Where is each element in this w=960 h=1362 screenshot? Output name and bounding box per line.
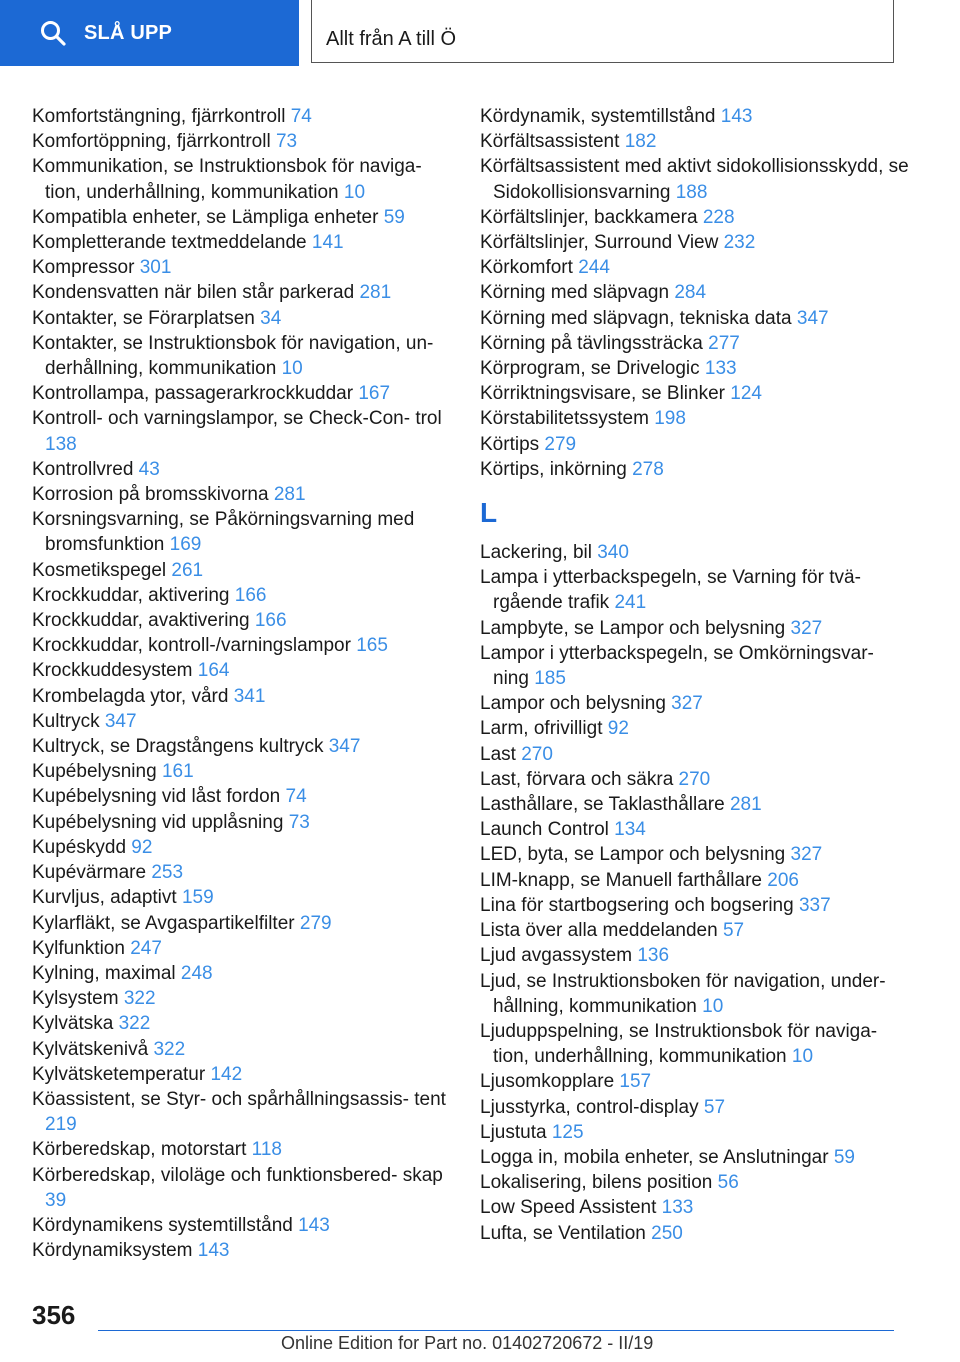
index-entry: [32, 759, 452, 784]
index-entry: [32, 104, 452, 129]
section-title: Allt från A till Ö: [326, 28, 457, 50]
index-entry-text: LED, byta, se Lampor och belysning: [480, 844, 786, 866]
index-page-link[interactable]: 241: [614, 592, 647, 614]
index-entry: [32, 658, 452, 683]
index-entry-text: Lasthållare, se Taklasthållare: [480, 794, 725, 816]
index-page-link[interactable]: 281: [273, 484, 306, 506]
index-entry: [480, 306, 910, 331]
index-entry-text: Krockkuddar, aktivering: [32, 584, 230, 606]
index-page-link[interactable]: 250: [651, 1222, 683, 1244]
index-page-link[interactable]: 73: [275, 131, 298, 153]
index-entry-text: Körtips, inkörning: [480, 458, 627, 480]
index-entry-text: Lampor i ytterbackspegeln, se Omkörningsvar- ning: [480, 642, 874, 690]
index-entry: [32, 709, 452, 734]
index-entry: [32, 457, 452, 482]
index-entry: [32, 835, 452, 860]
index-entry: [480, 943, 910, 968]
index-entry-text: Körfältslinjer, Surround View: [480, 232, 719, 254]
index-entry-text: Kosmetikspegel: [32, 559, 167, 581]
index-page-link[interactable]: 34: [260, 307, 282, 329]
index-entry: [480, 432, 910, 457]
index-page-link[interactable]: 73: [288, 811, 310, 833]
index-entry-text: Kompatibla enheter, se Lämpliga enheter: [32, 206, 379, 228]
index-page-link[interactable]: 141: [311, 232, 344, 254]
index-entry-text: Körriktningsvisare, se Blinker: [480, 383, 725, 405]
index-entry-text: Ljustuta: [480, 1121, 547, 1143]
index-entry-text: Komfortöppning, fjärrkontroll: [32, 131, 271, 153]
index-entry: [32, 1037, 452, 1062]
index-entry: [32, 1087, 452, 1137]
index-entry: [32, 1163, 452, 1213]
index-entry-text: Last, förvara och säkra: [480, 768, 674, 790]
index-entry-text: Körning med släpvagn, tekniska data: [480, 307, 792, 329]
index-entry-text: Low Speed Assistent: [480, 1197, 657, 1219]
index-page-link[interactable]: 206: [767, 869, 799, 891]
index-entry: [32, 583, 452, 608]
index-entry: [480, 842, 910, 867]
index-entry: [32, 1011, 452, 1036]
index-entry-text: Komfortstängning, fjärrkontroll: [32, 106, 286, 127]
index-page-link[interactable]: 124: [730, 383, 762, 405]
index-entry-text: Ljud avgassystem: [480, 945, 633, 967]
index-page-link[interactable]: 253: [151, 862, 184, 884]
index-entry: [32, 306, 452, 331]
index-entry: [480, 691, 910, 716]
index-entry-text: Kontrollampa, passagerarkrockkuddar: [32, 383, 354, 405]
index-entry-text: Lackering, bil: [480, 542, 592, 564]
index-entry: [32, 558, 452, 583]
index-page-link[interactable]: 277: [708, 332, 740, 354]
index-page-link[interactable]: 59: [833, 1146, 855, 1168]
index-entry-text: Kontroll- och varningslampor, se Check-Con- trol: [32, 408, 442, 430]
index-page-link[interactable]: 133: [704, 358, 737, 380]
index-entry-text: Kylning, maximal: [32, 962, 176, 984]
index-entry-text: Körfältslinjer, backkamera: [480, 206, 698, 228]
index-entry-text: Kondensvatten när bilen står parkerad: [32, 282, 355, 304]
index-page-link[interactable]: 340: [597, 542, 629, 564]
index-entry-text: Kupéskydd: [32, 836, 127, 858]
index-entry-text: Kontakter, se Förarplatsen: [32, 307, 255, 329]
index-entry: [480, 1170, 910, 1195]
index-entry-text: Kompletterande textmeddelande: [32, 232, 307, 254]
index-entry: [32, 129, 452, 154]
index-entry: [32, 1062, 452, 1087]
index-entry-text: Lampor och belysning: [480, 693, 666, 715]
index-entry-text: Lina för startbogsering och bogsering: [480, 894, 794, 916]
index-page-link[interactable]: 74: [285, 786, 307, 808]
index-column-right: [480, 104, 910, 1246]
index-page-link[interactable]: 159: [181, 887, 214, 909]
index-entry-text: Lampbyte, se Lampor och belysning: [480, 617, 786, 639]
index-page-link[interactable]: 347: [104, 710, 137, 732]
index-entry-text: Körstabilitetssystem: [480, 408, 649, 430]
index-entry-text: Kördynamikens systemtillstånd: [32, 1214, 293, 1236]
index-entry: [480, 540, 910, 565]
index-entry-text: Kylsystem: [32, 988, 119, 1010]
index-entry: [32, 406, 452, 456]
index-entry: [480, 767, 910, 792]
index-entry: [32, 482, 452, 507]
index-page-link[interactable]: 92: [607, 718, 629, 740]
index-page-link[interactable]: 198: [654, 408, 686, 430]
index-entry: [32, 331, 452, 381]
index-entry: [480, 641, 910, 691]
index-entry: [480, 969, 910, 1019]
index-entry-text: Ljusstyrka, control-display: [480, 1096, 699, 1118]
index-entry: [32, 255, 452, 280]
index-entry: [32, 230, 452, 255]
index-page-link[interactable]: 125: [551, 1121, 584, 1143]
index-entry-text: Körning med släpvagn: [480, 282, 670, 304]
index-page-link[interactable]: 244: [578, 257, 610, 279]
search-button-label: SLÅ UPP: [84, 21, 173, 44]
index-entry-text: Larm, ofrivilligt: [480, 718, 603, 740]
index-page-link[interactable]: 138: [45, 433, 77, 455]
index-entry-text: Köassistent, se Styr- och spårhållningsassis- tent: [32, 1088, 446, 1110]
index-entry: [480, 154, 910, 204]
index-page-link[interactable]: 43: [138, 458, 160, 480]
index-entry: [32, 280, 452, 305]
index-page-link[interactable]: 322: [153, 1038, 186, 1060]
index-entry-text: Kylvätska: [32, 1013, 114, 1035]
index-entry-text: Krockkuddar, kontroll-/varningslampor: [32, 635, 351, 657]
index-page-link[interactable]: 74: [290, 106, 312, 127]
index-page-link[interactable]: 228: [702, 206, 735, 228]
index-page-link[interactable]: 166: [254, 610, 287, 632]
footer-divider: [98, 1330, 894, 1331]
index-entry-text: Lista över alla meddelanden: [480, 920, 718, 942]
index-page-link[interactable]: 57: [722, 920, 745, 942]
index-page-link[interactable]: 10: [343, 181, 366, 203]
index-page-link[interactable]: 143: [197, 1240, 230, 1262]
index-entry: [480, 230, 910, 255]
index-entry-text: Körberedskap, viloläge och funktionsbered- skap: [32, 1164, 443, 1186]
index-page-link[interactable]: 284: [674, 282, 707, 304]
index-page-link[interactable]: 59: [383, 206, 405, 228]
index-page-link[interactable]: 232: [723, 232, 756, 254]
index-group-k: [480, 104, 910, 482]
index-page-link[interactable]: 248: [180, 962, 213, 984]
index-entry-text: Kurvljus, adaptivt: [32, 887, 177, 909]
index-entry: [480, 1095, 910, 1120]
index-entry-text: Ljusomkopplare: [480, 1071, 615, 1093]
index-entry-text: Ljud, se Instruktionsboken för navigation, under- hållning, kommunikation: [480, 970, 886, 1017]
index-entry-text: Kylvätsketemperatur: [32, 1063, 206, 1085]
index-entry: [480, 331, 910, 356]
index-entry: [32, 507, 452, 557]
index-entry: [32, 986, 452, 1011]
index-page-link[interactable]: 161: [161, 761, 194, 783]
index-entry: [32, 684, 452, 709]
index-entry-text: Lokalisering, bilens position: [480, 1172, 713, 1194]
index-page-link[interactable]: 39: [45, 1189, 67, 1211]
index-entry-text: Körprogram, se Drivelogic: [480, 358, 700, 380]
index-entry: [32, 784, 452, 809]
index-page-link[interactable]: 279: [544, 433, 577, 455]
index-entry-text: Kylarfläkt, se Avgaspartikelfilter: [32, 912, 295, 934]
index-entry-text: Krockkuddesystem: [32, 660, 193, 682]
index-page-link[interactable]: 322: [123, 988, 156, 1010]
index-entry: [32, 381, 452, 406]
index-entry: [480, 104, 910, 129]
index-entry: [32, 810, 452, 835]
index-entry: [480, 129, 910, 154]
index-entry-text: Kommunikation, se Instruktionsbok för naviga- tion, underhållning, kommunikation: [32, 156, 422, 203]
index-entry: [480, 381, 910, 406]
index-entry: [480, 616, 910, 641]
index-page-link[interactable]: 337: [798, 894, 831, 916]
index-entry-text: Kupébelysning vid upplåsning: [32, 811, 284, 833]
index-page-link[interactable]: 56: [717, 1172, 739, 1194]
index-entry-text: Logga in, mobila enheter, se Anslutningar: [480, 1146, 829, 1168]
index-entry: [32, 961, 452, 986]
index-page-link[interactable]: 247: [130, 937, 162, 959]
index-page-link[interactable]: 143: [720, 106, 753, 127]
index-entry: [480, 1019, 910, 1069]
index-entry: [32, 205, 452, 230]
index-page-link[interactable]: 118: [251, 1139, 282, 1161]
index-entry: [480, 356, 910, 381]
index-group-l: [480, 540, 910, 1246]
index-page-link[interactable]: 327: [671, 693, 703, 715]
index-page-link[interactable]: 278: [632, 458, 664, 480]
index-page-link[interactable]: 270: [521, 743, 553, 765]
index-entry-text: Krombelagda ytor, vård: [32, 685, 229, 707]
index-entry-text: Korrosion på bromsskivorna: [32, 484, 269, 506]
index-entry-text: Kylvätskenivå: [32, 1038, 149, 1060]
index-entry: [32, 633, 452, 658]
index-entry: [32, 1137, 452, 1162]
index-entry-text: Kördynamik, systemtillstånd: [480, 106, 716, 127]
index-entry: [480, 1145, 910, 1170]
index-entry: [480, 918, 910, 943]
index-page-link[interactable]: 10: [281, 358, 303, 380]
index-page-link[interactable]: 270: [678, 768, 711, 790]
index-entry: [32, 885, 452, 910]
index-entry: [480, 716, 910, 741]
index-entry: [480, 280, 910, 305]
search-button[interactable]: [0, 0, 299, 66]
index-page-link[interactable]: 10: [702, 995, 724, 1017]
index-entry: [32, 1213, 452, 1238]
index-page-link[interactable]: 261: [171, 559, 204, 581]
index-entry-text: Körning på tävlingssträcka: [480, 332, 703, 354]
index-entry-text: Ljuduppspelning, se Instruktionsbok för naviga- tion, underhållning, kommunikation: [480, 1020, 878, 1068]
search-icon: [40, 20, 66, 46]
index-page-link[interactable]: 341: [233, 685, 266, 707]
index-entry-text: Kultryck: [32, 710, 100, 732]
index-page-link[interactable]: 182: [624, 131, 657, 153]
index-entry: [480, 565, 910, 615]
index-page-link[interactable]: 279: [299, 912, 332, 934]
index-page-link[interactable]: 165: [356, 635, 388, 657]
index-entry-text: Kördynamiksystem: [32, 1240, 193, 1262]
index-page-link[interactable]: 281: [729, 794, 762, 816]
index-entry: [480, 457, 910, 482]
index-page-link[interactable]: 164: [197, 660, 230, 682]
top-bar: [0, 0, 960, 66]
index-page-link[interactable]: 136: [637, 945, 670, 967]
index-page-link[interactable]: 327: [790, 617, 823, 639]
index-entry-text: Krockkuddar, avaktivering: [32, 610, 250, 632]
index-entry-text: Körberedskap, motorstart: [32, 1139, 247, 1161]
index-entry: [480, 742, 910, 767]
index-page-link[interactable]: 143: [298, 1214, 330, 1236]
index-entry-text: Körtips: [480, 433, 540, 455]
index-entry: [480, 893, 910, 918]
index-entry-text: Lufta, se Ventilation: [480, 1222, 646, 1244]
index-entry-text: Kontrollvred: [32, 458, 134, 480]
index-entry: [32, 608, 452, 633]
index-page-link[interactable]: 134: [614, 819, 646, 841]
index-entry-text: LIM-knapp, se Manuell farthållare: [480, 869, 762, 891]
index-page-link[interactable]: 327: [790, 844, 823, 866]
index-page-link[interactable]: 142: [210, 1063, 243, 1085]
index-entry-text: Last: [480, 743, 516, 765]
footer-edition: Online Edition for Part no. 01402720672 - II/19: [281, 1333, 654, 1353]
index-entry-text: Körfältsassistent: [480, 131, 620, 153]
index-entry: [32, 911, 452, 936]
section-letter: L: [480, 497, 498, 529]
index-entry-text: Körkomfort: [480, 257, 573, 279]
index-page-link[interactable]: 347: [328, 736, 361, 758]
index-entry: [480, 1120, 910, 1145]
index-page-link[interactable]: 92: [131, 836, 153, 858]
index-page-link[interactable]: 188: [675, 181, 708, 203]
page-number: 356: [32, 1300, 76, 1330]
index-page-link[interactable]: 219: [45, 1114, 77, 1136]
index-entry: [480, 205, 910, 230]
index-page-link[interactable]: 167: [358, 383, 391, 405]
index-page-link[interactable]: 301: [139, 257, 172, 279]
index-page-link[interactable]: 10: [791, 1046, 814, 1068]
index-entry-text: Kupévärmare: [32, 862, 147, 884]
index-page-link[interactable]: 133: [661, 1197, 694, 1219]
index-entry: [480, 792, 910, 817]
index-page-link[interactable]: 157: [619, 1071, 652, 1093]
section-title-box: [311, 0, 894, 63]
index-page-link[interactable]: 322: [118, 1013, 151, 1035]
index-entry-text: Kultryck, se Dragstångens kultryck: [32, 736, 324, 758]
index-entry-text: Korsningsvarning, se Påkörningsvarning med bromsfunktion: [32, 509, 415, 556]
index-entry: [480, 1069, 910, 1094]
index-entry-text: Kontakter, se Instruktionsbok för navigation, un- derhållning, kommunikation: [32, 332, 434, 380]
index-entry: [480, 868, 910, 893]
index-page-link[interactable]: 57: [703, 1096, 726, 1118]
index-page-link[interactable]: 185: [534, 668, 566, 690]
index-entry: [480, 817, 910, 842]
index-entry: [32, 1238, 452, 1263]
index-entry: [32, 936, 452, 961]
index-page-link[interactable]: 166: [234, 584, 267, 606]
index-entry-text: Körfältsassistent med aktivt sidokollisionsskydd, se Sidokollisionsvarning: [480, 156, 909, 203]
index-entry: [32, 734, 452, 759]
index-entry: [480, 255, 910, 280]
index-entry: [32, 154, 452, 204]
index-page-link[interactable]: 281: [359, 282, 392, 304]
index-page-link[interactable]: 169: [169, 534, 202, 556]
index-entry: [480, 1195, 910, 1220]
index-entry: [480, 1221, 910, 1246]
index-entry-text: Kupébelysning: [32, 761, 157, 783]
index-entry: [480, 406, 910, 431]
index-entry-text: Kupébelysning vid låst fordon: [32, 786, 281, 808]
index-page-link[interactable]: 347: [796, 307, 829, 329]
index-column-left: [32, 104, 452, 1263]
index-entry: [32, 860, 452, 885]
index-entry-text: Kompressor: [32, 257, 135, 279]
index-entry-text: Lampa i ytterbackspegeln, se Varning för tvä- rgående trafik: [480, 567, 861, 614]
index-entry-text: Launch Control: [480, 819, 609, 841]
index-entry-text: Kylfunktion: [32, 937, 125, 959]
